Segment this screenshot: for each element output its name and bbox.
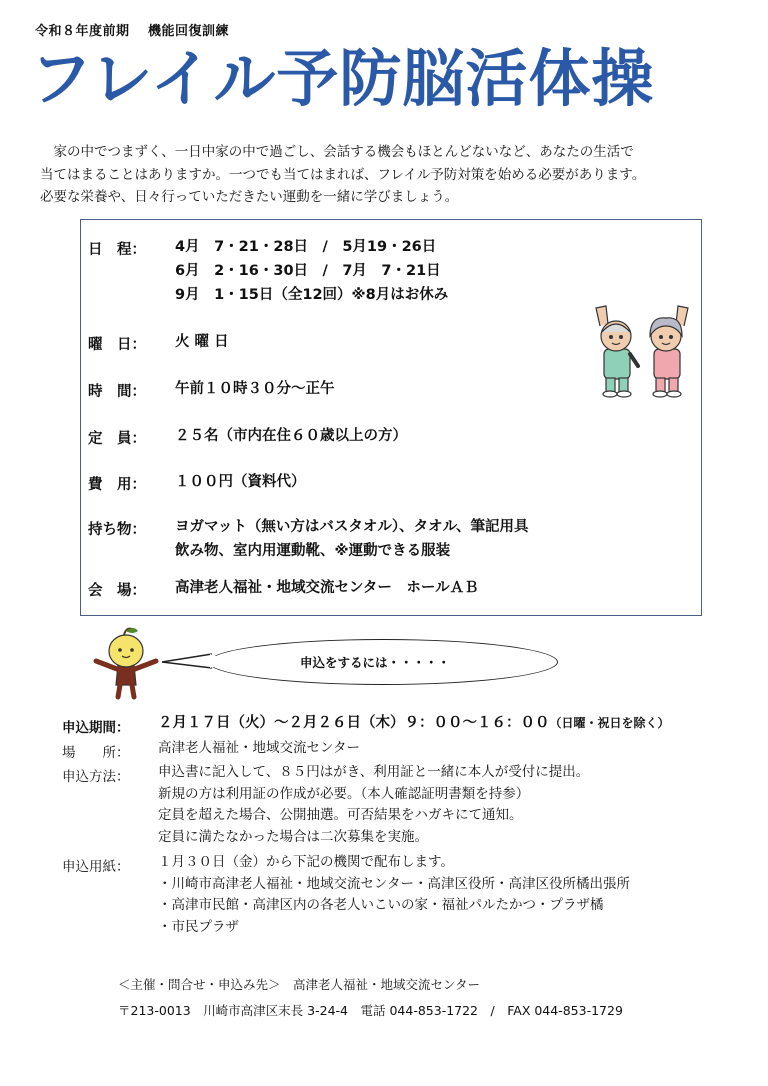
schedule-line: 4月 7・21・28日 / 5月19・26日 xyxy=(175,239,437,255)
place-label: 場 所： xyxy=(62,745,130,761)
intro-line: 当てはまることはありますか。一つでも当てはまれば、フレイル予防対策を始める必要があります。 xyxy=(40,166,646,183)
fee-label: 費 用： xyxy=(88,477,146,493)
method-line: 申込書に記入して、８５円はがき、利用証と一緒に本人が受付に提出。 xyxy=(158,764,590,780)
form-line: １月３０日（金）から下記の機関で配布します。 xyxy=(158,854,454,870)
speech-bubble-tail xyxy=(160,652,220,672)
fee-value: １００円（資料代） xyxy=(175,474,306,490)
page-title: フレイル予防脳活体操 xyxy=(30,42,655,115)
capacity-value: ２５名（市内在住６０歳以上の方） xyxy=(175,428,407,444)
method-line: 定員に満たなかった場合は二次募集を実施。 xyxy=(158,828,428,845)
items-line: 飲み物、室内用運動靴、※運動できる服装 xyxy=(175,543,451,559)
mascot-character xyxy=(90,625,162,701)
form-line: ・市民プラザ xyxy=(158,918,239,935)
schedule-label: 日 程： xyxy=(88,242,146,258)
capacity-label: 定 員： xyxy=(88,431,146,447)
venue-value: 高津老人福祉・地域交流センター ホールＡＢ xyxy=(175,580,479,596)
speech-bubble-text: 申込をするには・・・・・ xyxy=(300,655,451,670)
method-line: 新規の方は利用証の作成が必要。（本人確認証明書類を持参） xyxy=(158,785,530,802)
method-line: 定員を超えた場合、公開抽選。可否結果をハガキにて通知。 xyxy=(158,807,523,823)
term-label: 令和８年度前期 機能回復訓練 xyxy=(35,24,230,39)
time-label: 時 間： xyxy=(88,384,146,400)
period-value: ２月１７日（火）～２月２６日（木）９：００～１６：００ xyxy=(158,715,550,731)
schedule-line: 6月 2・16・30日 / 7月 7・21日 xyxy=(175,263,441,279)
items-label: 持ち物： xyxy=(88,522,146,538)
time-value: 午前１０時３０分～正午 xyxy=(175,381,335,397)
items-line: ヨガマット（無い方はバスタオル）、タオル、筆記用具 xyxy=(175,519,529,535)
place-value: 高津老人福祉・地域交流センター xyxy=(158,740,360,756)
form-line: ・川崎市高津老人福祉・地域交流センター・高津区役所・高津区役所橘出張所 xyxy=(158,875,630,892)
organizer-line: ＜主催・問合せ・申込み先＞ 高津老人福祉・地域交流センター xyxy=(118,977,481,992)
intro-text xyxy=(40,141,740,209)
period-note: （日曜・祝日を除く） xyxy=(549,716,670,730)
method-label: 申込方法： xyxy=(62,769,130,785)
weekday-label: 曜 日： xyxy=(88,337,146,353)
senior-man-figure xyxy=(596,306,638,397)
intro-line: 家の中でつまずく、一日中家の中で過ごし、会話する機会もほとんどないなど、あなたの生活で xyxy=(40,144,634,160)
venue-label: 会 場： xyxy=(88,583,146,599)
period-label: 申込期間： xyxy=(62,720,130,736)
weekday-value: 火 曜 日 xyxy=(175,334,229,350)
address-line: 〒213-0013 川崎市高津区末長 3-24-4 電話 044-853-1722 / FAX 044-853-1729 xyxy=(118,1003,623,1018)
form-line: ・高津市民館・高津区内の各老人いこいの家・福祉パルたかつ・プラザ橘 xyxy=(158,897,604,913)
form-label: 申込用紙： xyxy=(62,859,130,875)
schedule-line: 9月 1・15日（全12回）※8月はお休み xyxy=(175,287,449,303)
seniors-exercising-illustration xyxy=(586,304,698,400)
intro-line: 必要な栄養や、日々行っていただきたい運動を一緒に学びましょう。 xyxy=(40,189,459,205)
senior-woman-figure xyxy=(650,306,688,397)
